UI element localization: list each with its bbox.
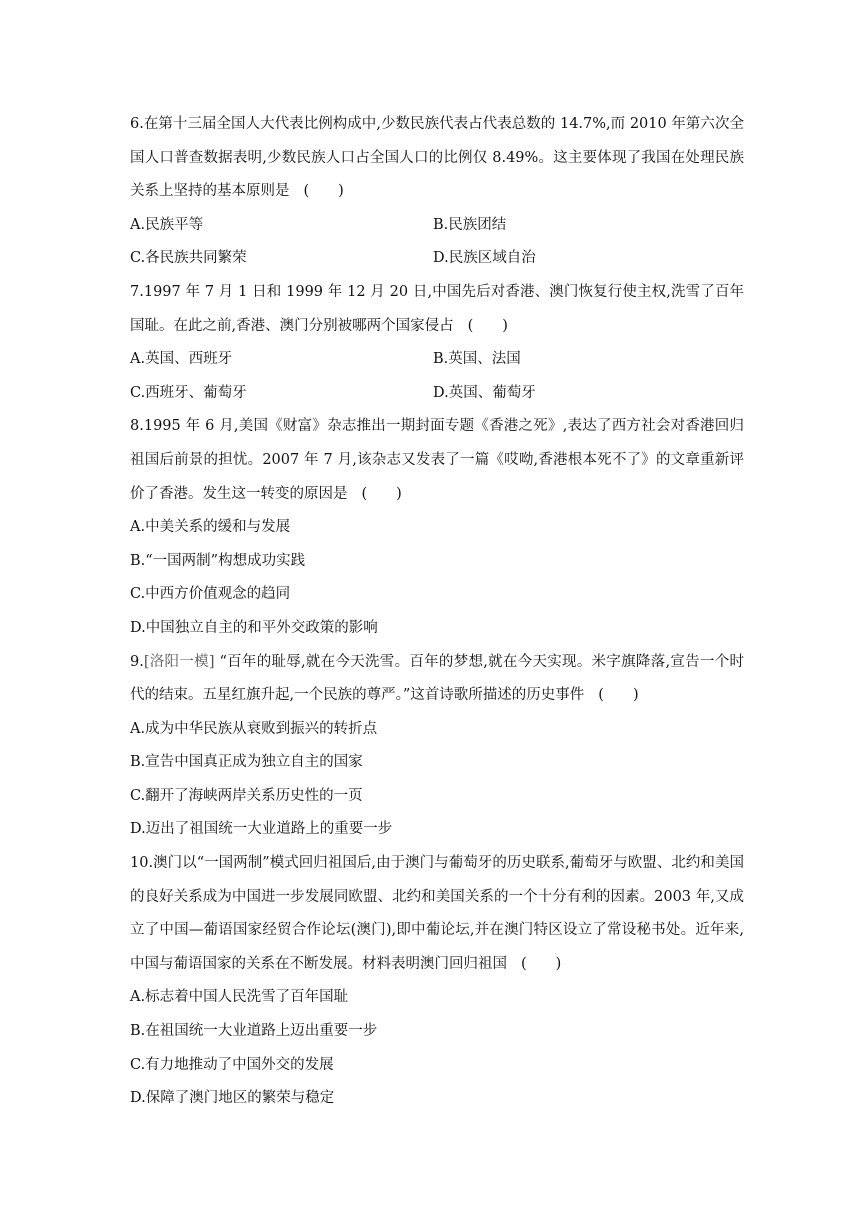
question-stem	[130, 646, 744, 713]
option-a[interactable]: A.成为中华民族从衰败到振兴的转折点	[130, 720, 378, 737]
option-c[interactable]: C.翻开了海峡两岸关系历史性的一页	[130, 787, 363, 804]
options-grid	[130, 209, 744, 276]
worksheet-page	[130, 108, 744, 1116]
option-d[interactable]: D.中国独立自主的和平外交政策的影响	[130, 619, 378, 636]
option-b[interactable]: B.民族团结	[433, 216, 507, 233]
question-9	[130, 646, 744, 848]
question-number: 9.	[130, 653, 144, 670]
option-c[interactable]: C.西班牙、葡萄牙	[130, 384, 247, 401]
option-b[interactable]: B.英国、法国	[433, 351, 521, 368]
question-text: “百年的耻辱,就在今天洗雪。百年的梦想,就在今天实现。米字旗降落,宣告一个时代的结束。五星红旗升起,一个民族的尊严。”这首诗歌所描述的历史事件	[130, 653, 744, 704]
option-a[interactable]: A.中美关系的缓和与发展	[130, 519, 291, 536]
option-c[interactable]: C.中西方价值观念的趋同	[130, 586, 291, 603]
answer-blank: ( )	[521, 955, 562, 972]
option-c[interactable]: C.各民族共同繁荣	[130, 250, 247, 267]
question-stem	[130, 276, 744, 343]
question-stem	[130, 847, 744, 981]
answer-blank: ( )	[467, 317, 508, 334]
question-10	[130, 847, 744, 1116]
question-stem	[130, 108, 744, 209]
options-list	[130, 981, 744, 1115]
options-list	[130, 713, 744, 847]
option-b[interactable]: B.宣告中国真正成为独立自主的国家	[130, 754, 363, 771]
question-text: 1995 年 6 月,美国《财富》杂志推出一期封面专题《香港之死》,表达了西方社会对香港回归祖国后前景的担忧。2007 年 7 月,该杂志又发表了一篇《哎呦,香港根本死不了》的文章重新评价了香港。发生这一转变的原因是	[130, 418, 744, 502]
option-b[interactable]: B.在祖国统一大业道路上迈出重要一步	[130, 1023, 378, 1040]
question-text: 澳门以“一国两制”模式回归祖国后,由于澳门与葡萄牙的历史联系,葡萄牙与欧盟、北约和美国的良好关系成为中国进一步发展同欧盟、北约和美国关系的一个十分有利的因素。2003 年,又成立了中国—葡语国家经贸合作论坛(澳门),即中葡论坛,并在澳门特区设立了常设秘书处。近年来,中国与葡语国家的关系在不断发展。材料表明澳门回归祖国	[130, 855, 744, 972]
answer-blank: ( )	[598, 687, 639, 704]
question-6	[130, 108, 744, 276]
option-d[interactable]: D.英国、葡萄牙	[433, 384, 536, 401]
option-a[interactable]: A.民族平等	[130, 216, 204, 233]
answer-blank: ( )	[361, 485, 402, 502]
question-7	[130, 276, 744, 410]
option-d[interactable]: D.迈出了祖国统一大业道路上的重要一步	[130, 821, 393, 838]
options-grid	[130, 343, 744, 410]
question-number: 7.	[130, 283, 144, 300]
options-list	[130, 511, 744, 645]
option-b[interactable]: B.“一国两制”构想成功实践	[130, 552, 306, 569]
answer-blank: ( )	[303, 183, 344, 200]
option-d[interactable]: D.民族区域自治	[433, 250, 536, 267]
question-text: 1997 年 7 月 1 日和 1999 年 12 月 20 日,中国先后对香港、澳门恢复行使主权,洗雪了百年国耻。在此之前,香港、澳门分别被哪两个国家侵占	[130, 283, 744, 334]
option-a[interactable]: A.标志着中国人民洗雪了百年国耻	[130, 989, 349, 1006]
option-c[interactable]: C.有力地推动了中国外交的发展	[130, 1056, 334, 1073]
question-stem	[130, 410, 744, 511]
question-text: 在第十三届全国人大代表比例构成中,少数民族代表占代表总数的 14.7%,而 2010 年第六次全国人口普查数据表明,少数民族人口占全国人口的比例仅 8.49%。这主要体现了我国在处理民族关系上坚持的基本原则是	[130, 116, 744, 200]
question-number: 6.	[130, 116, 144, 132]
question-source-tag: [洛阳一模]	[143, 653, 215, 670]
option-d[interactable]: D.保障了澳门地区的繁荣与稳定	[130, 1090, 335, 1107]
question-8	[130, 410, 744, 645]
question-number: 10.	[130, 855, 154, 872]
option-a[interactable]: A.英国、西班牙	[130, 351, 233, 368]
question-number: 8.	[130, 418, 144, 435]
